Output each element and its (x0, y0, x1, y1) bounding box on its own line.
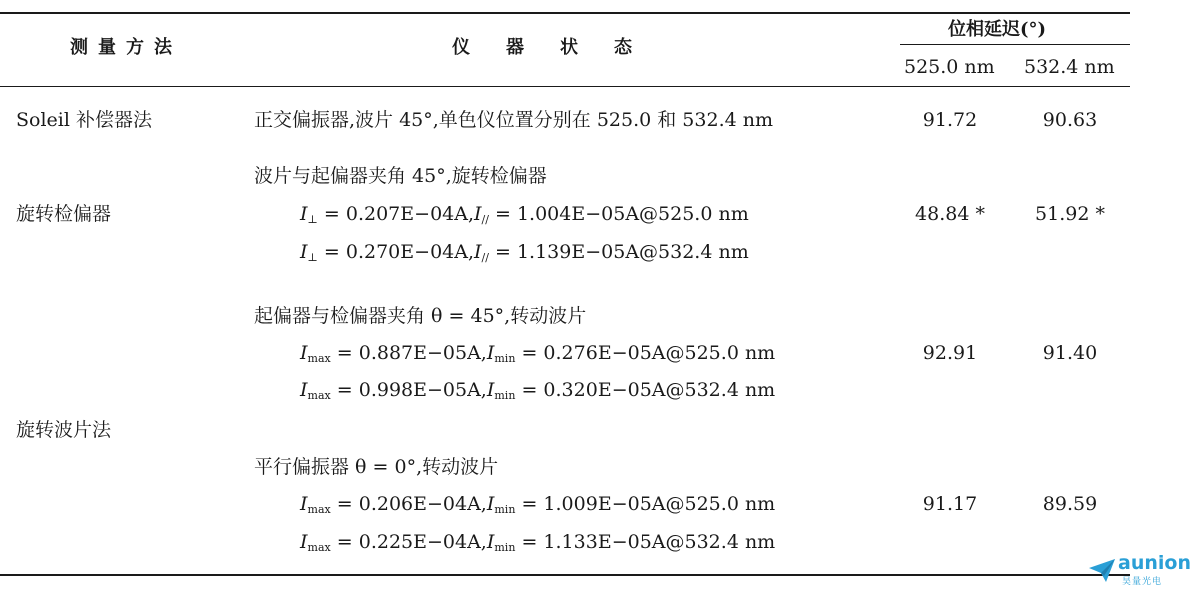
equation-waveplate45-525: $I_{max} = 0.887E-05A,I_{min}$ = 0.276E−05A@525.0 nm (300, 342, 776, 365)
logo-brand: aunion (1118, 552, 1191, 574)
header-rule (0, 86, 1130, 87)
value-waveplate45-525: 92.91 (922, 342, 978, 364)
equation-waveplate0-525: $I_{max} = 0.206E-04A,I_{min}$ = 1.009E−05A@525.0 nm (300, 493, 776, 516)
value-soleil-525: 91.72 (922, 109, 978, 131)
bottom-rule (0, 574, 1130, 576)
header-wavelength-1: 525.0 nm (904, 56, 995, 78)
paper-plane-icon (1088, 556, 1116, 584)
sub-header-rule (900, 44, 1130, 45)
header-retardation: 位相延迟(°) (948, 19, 1047, 40)
desc-waveplate-45: 起偏器与检偏器夹角 θ = 45°,转动波片 (254, 305, 587, 327)
value-analyzer-525: 48.84 * (915, 203, 985, 225)
value-waveplate0-532: 89.59 (1042, 493, 1098, 515)
desc-rotating-analyzer: 波片与起偏器夹角 45°,旋转检偏器 (254, 165, 547, 187)
method-soleil: Soleil 补偿器法 (16, 109, 152, 131)
value-waveplate45-532: 91.40 (1042, 342, 1098, 364)
method-rotating-waveplate: 旋转波片法 (16, 419, 112, 441)
logo-subtitle: 昊量光电 (1122, 577, 1163, 587)
desc-soleil: 正交偏振器,波片 45°,单色仪位置分别在 525.0 和 532.4 nm (254, 109, 773, 131)
equation-analyzer-525: $I_\perp = 0.207E-04A,I_{//}$ = 1.004E−05A@525.0 nm (300, 203, 749, 226)
equation-waveplate0-532: $I_{max} = 0.225E-04A,I_{min}$ = 1.133E−05A@532.4 nm (300, 531, 776, 554)
method-rotating-analyzer: 旋转检偏器 (16, 203, 112, 225)
top-rule (0, 12, 1130, 14)
equation-waveplate45-532: $I_{max} = 0.998E-05A,I_{min}$ = 0.320E−05A@532.4 nm (300, 379, 776, 402)
value-soleil-532: 90.63 (1042, 109, 1098, 131)
header-state: 仪器状态 (452, 37, 668, 58)
value-waveplate0-525: 91.17 (922, 493, 978, 515)
value-analyzer-532: 51.92 * (1035, 203, 1105, 225)
aunion-logo (1088, 552, 1191, 588)
desc-waveplate-0: 平行偏振器 θ = 0°,转动波片 (254, 456, 499, 478)
equation-analyzer-532: $I_\perp = 0.270E-04A,I_{//}$ = 1.139E−05A@532.4 nm (300, 241, 749, 264)
header-wavelength-2: 532.4 nm (1024, 56, 1115, 78)
header-method: 测量方法 (70, 37, 182, 58)
